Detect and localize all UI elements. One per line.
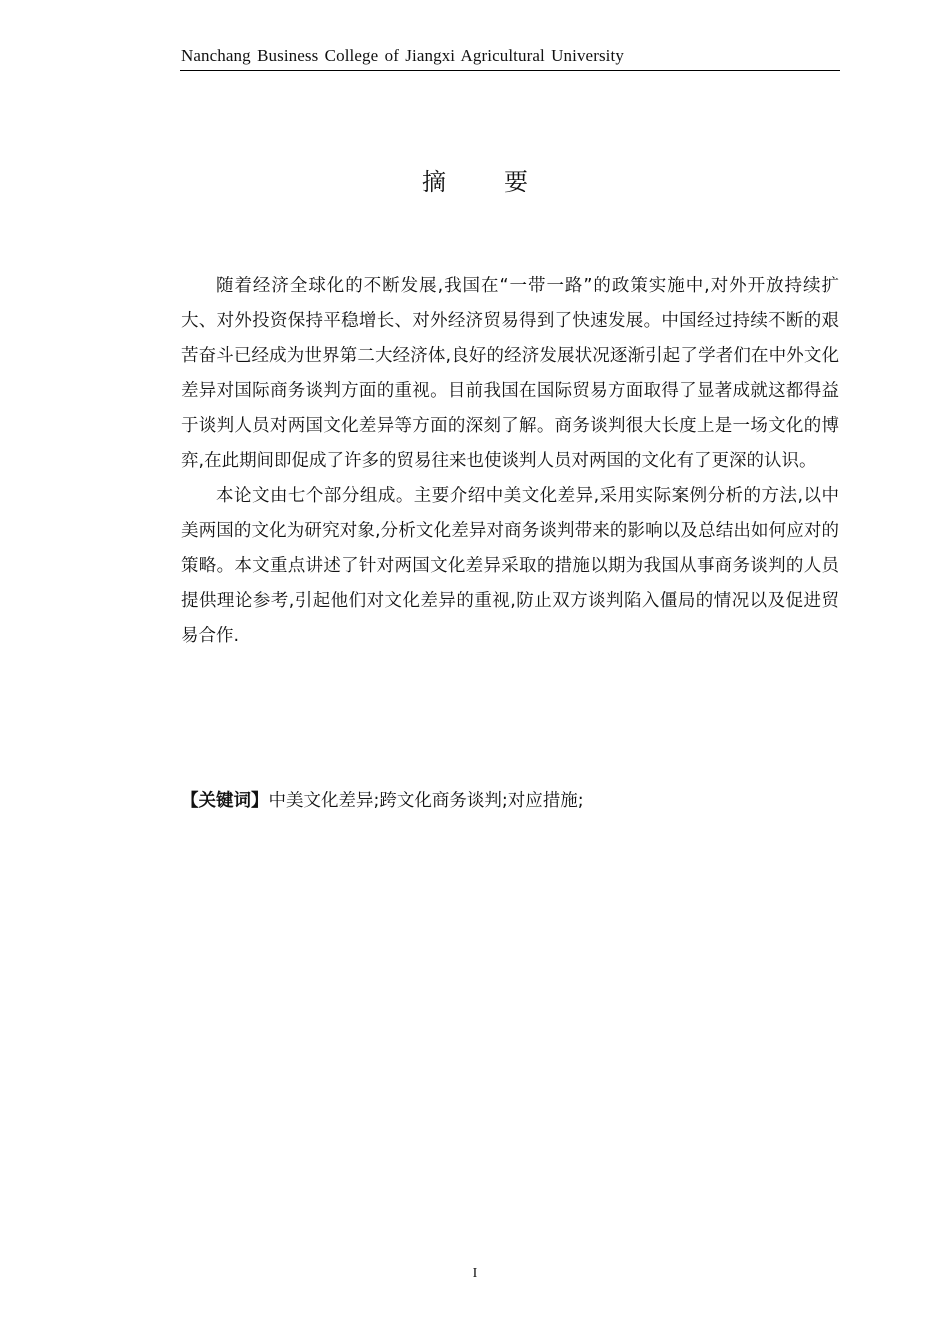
running-header: Nanchang Business College of Jiangxi Agricultural University bbox=[181, 46, 624, 65]
page-number: I bbox=[472, 1266, 478, 1281]
keywords-text: 中美文化差异;跨文化商务谈判;对应措施; bbox=[268, 791, 584, 811]
keywords-label: 【关键词】 bbox=[181, 791, 269, 811]
page-title: 摘要 bbox=[422, 168, 586, 196]
abstract-paragraph-2: 本论文由七个部分组成。主要介绍中美文化差异,采用实际案例分析的方法,以中美两国的文化为研究对象,分析文化差异对商务谈判带来的影响以及总结出如何应对的策略。本文重点讲述了针对两国文化差异采取的措施以期为我国从事商务谈判的人员提供理论参考,引起他们对文化差异的重视,防止双方谈判陷入僵局的情况以及促进贸易合作. bbox=[181, 486, 839, 646]
header-rule bbox=[180, 70, 840, 71]
keywords-line bbox=[181, 787, 839, 815]
abstract-paragraph-1: 随着经济全球化的不断发展,我国在“一带一路”的政策实施中,对外开放持续扩大、对外投资保持平稳增长、对外经济贸易得到了快速发展。中国经过持续不断的艰苦奋斗已经成为世界第二大经济体,良好的经济发展状况逐渐引起了学者们在中外文化差异对国际商务谈判方面的重视。目前我国在国际贸易方面取得了显著成就这都得益于谈判人员对两国文化差异等方面的深刻了解。商务谈判很大长度上是一场文化的博弈,在此期间即促成了许多的贸易往来也使谈判人员对两国的文化有了更深的认识。 bbox=[181, 276, 839, 471]
abstract-body bbox=[181, 269, 839, 654]
